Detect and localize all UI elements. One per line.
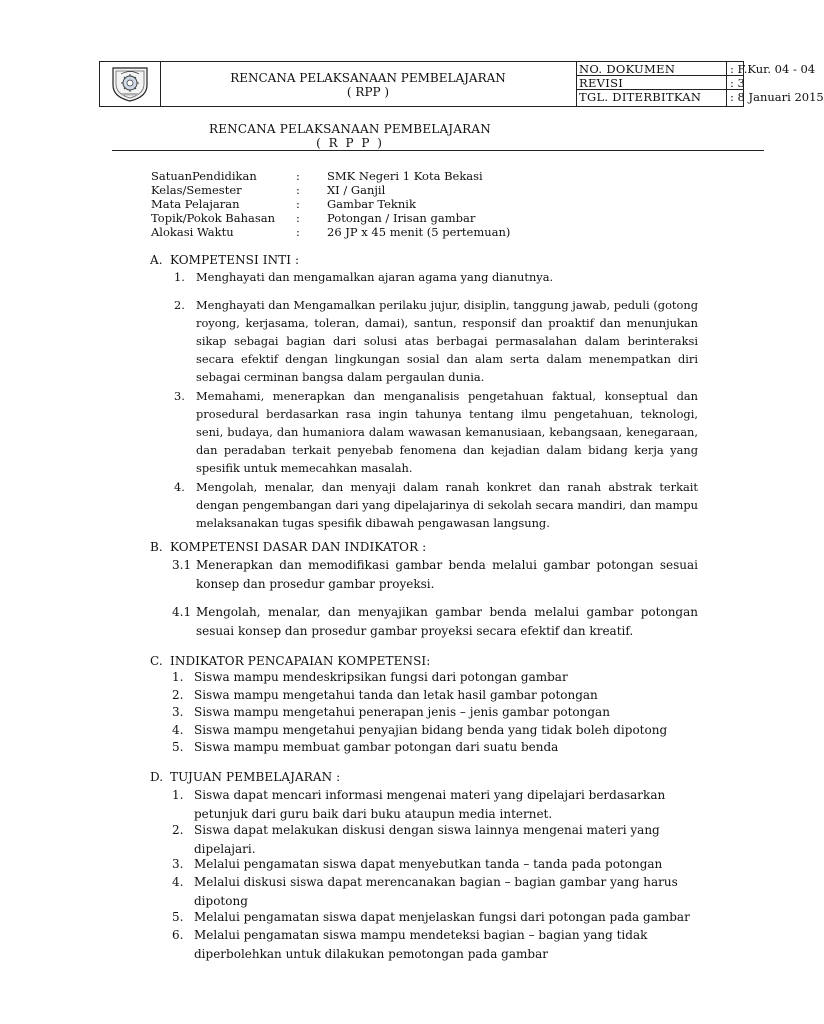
meta-value: : F.Kur. 04 - 04 xyxy=(730,62,816,76)
identity-value: Gambar Teknik xyxy=(327,197,416,211)
list-text: Melalui diskusi siswa dapat merencanakan bagian – bagian gambar yang harus dipotong xyxy=(194,875,678,908)
list-number: 2. xyxy=(172,823,184,837)
meta-value: : 8 Januari 2015 xyxy=(730,90,824,104)
list-text: Siswa mampu mendeskripsikan fungsi dari potongan gambar xyxy=(194,670,568,684)
document-subtitle: ( R P P ) xyxy=(316,136,384,150)
section-letter: A. xyxy=(150,253,163,267)
identity-colon: : xyxy=(296,197,300,211)
section-c-heading xyxy=(150,654,430,668)
list-text: Melalui pengamatan siswa dapat menyebutkan tanda – tanda pada potongan xyxy=(194,857,663,871)
list-text: Siswa dapat mencari informasi mengenai materi yang dipelajari berdasarkan petunjuk dari guru baik dari buku ataupun media internet. xyxy=(194,788,666,821)
list-item xyxy=(172,668,698,687)
header-title xyxy=(160,62,577,106)
meta-row-issue-date xyxy=(576,90,824,104)
meta-value: : 3 xyxy=(730,76,745,90)
list-item xyxy=(174,268,698,286)
list-item xyxy=(172,926,698,964)
title-divider xyxy=(112,150,764,151)
section-title: INDIKATOR PENCAPAIAN KOMPETENSI: xyxy=(170,654,431,668)
identity-colon: : xyxy=(296,211,300,225)
identity-key: Mata Pelajaran xyxy=(151,197,240,211)
section-letter: B. xyxy=(150,540,163,554)
document-header xyxy=(99,61,824,107)
list-text: Siswa dapat melakukan diskusi dengan siswa lainnya mengenai materi yang dipelajari. xyxy=(194,823,660,856)
list-number: 4. xyxy=(172,723,184,737)
list-number: 3. xyxy=(174,389,185,403)
list-item xyxy=(172,556,698,594)
section-letter: D. xyxy=(150,770,164,784)
list-text: Memahami, menerapkan dan menganalisis pengetahuan faktual, konseptual dan prosedural berdasarkan rasa ingin tahunya tentang ilmu pengetahuan, teknologi, seni, budaya, dan humaniora dalam wawasan kemanusiaan, kebangsaan, kenegaraan, dan peradaban terkait penyebab fenomena dan kejadian dalam bidang kerja yang spesifik untuk memecahkan masalah. xyxy=(196,389,698,475)
list-text: Siswa mampu membuat gambar potongan dari suatu benda xyxy=(194,740,559,754)
list-text: Melalui pengamatan siswa mampu mendeteksi bagian – bagian yang tidak diperbolehkan untuk dilakukan pemotongan pada gambar xyxy=(194,928,648,961)
list-item xyxy=(174,296,698,386)
list-item xyxy=(172,703,698,722)
list-item xyxy=(172,821,698,859)
list-text: Melalui pengamatan siswa dapat menjelaskan fungsi dari potongan pada gambar xyxy=(194,910,690,924)
list-text: Menghayati dan Mengamalkan perilaku jujur, disiplin, tanggung jawab, peduli (gotong royong, kerjasama, toleran, damai), santun, responsif dan proaktif dan menunjukan sikap sebagai bagian dari solusi atas berbagai permasalahan dalam berinteraksi secara efektif dengan lingkungan sosial dan alam serta dalam menempatkan diri sebagai cerminan bangsa dalam pergaulan dunia. xyxy=(196,298,698,384)
identity-colon: : xyxy=(296,225,300,239)
list-number: 2. xyxy=(174,298,185,312)
identity-value: SMK Negeri 1 Kota Bekasi xyxy=(327,169,483,183)
section-title: KOMPETENSI DASAR DAN INDIKATOR : xyxy=(170,540,427,554)
list-number: 4.1 xyxy=(172,605,192,619)
meta-row-revision xyxy=(576,76,743,90)
list-item xyxy=(174,387,698,477)
list-text: Siswa mampu mengetahui penerapan jenis – jenis gambar potongan xyxy=(194,705,610,719)
list-item xyxy=(172,908,698,927)
meta-key: REVISI xyxy=(579,76,624,90)
meta-key: NO. DOKUMEN xyxy=(579,62,676,76)
identity-colon: : xyxy=(296,183,300,197)
list-number: 5. xyxy=(172,910,184,924)
meta-key: TGL. DITERBITKAN xyxy=(579,90,702,104)
school-logo-icon xyxy=(109,65,151,103)
section-title: KOMPETENSI INTI : xyxy=(170,253,300,267)
identity-value: XI / Ganjil xyxy=(327,183,386,197)
document-title: RENCANA PELAKSANAAN PEMBELAJARAN xyxy=(208,122,491,136)
list-item xyxy=(172,855,698,874)
list-number: 1. xyxy=(172,788,184,802)
section-a-heading xyxy=(150,253,299,267)
identity-value: 26 JP x 45 menit (5 pertemuan) xyxy=(327,225,511,239)
list-number: 1. xyxy=(172,670,184,684)
list-number: 4. xyxy=(174,480,185,494)
identity-key: Kelas/Semester xyxy=(151,183,242,197)
list-item xyxy=(172,873,698,911)
document-meta-table xyxy=(576,62,824,106)
section-b-heading xyxy=(150,540,426,554)
list-number: 6. xyxy=(172,928,184,942)
list-text: Siswa mampu mengetahui penyajian bidang benda yang tidak boleh dipotong xyxy=(194,723,668,737)
list-text: Menerapkan dan memodifikasi gambar benda melalui gambar potongan sesuai konsep dan prosedur gambar proyeksi. xyxy=(196,558,698,591)
list-number: 5. xyxy=(172,740,184,754)
identity-key: Alokasi Waktu xyxy=(151,225,234,239)
list-number: 4. xyxy=(172,875,184,889)
list-number: 3. xyxy=(172,857,184,871)
header-title-line1: RENCANA PELAKSANAAN PEMBELAJARAN xyxy=(230,71,506,85)
section-d-heading xyxy=(150,770,340,784)
list-number: 1. xyxy=(174,270,185,284)
list-item xyxy=(174,478,698,532)
list-text: Mengolah, menalar, dan menyaji dalam ranah konkret dan ranah abstrak terkait dengan pengembangan dari yang dipelajarinya di sekolah secara mandiri, dan mampu melaksanakan tugas spesifik dibawah pengawasan langsung. xyxy=(196,480,698,530)
header-title-line2: ( RPP ) xyxy=(346,85,390,99)
school-logo-cell xyxy=(100,62,161,106)
list-text: Siswa mampu mengetahui tanda dan letak hasil gambar potongan xyxy=(194,688,598,702)
identity-key: SatuanPendidikan xyxy=(151,169,257,183)
list-number: 2. xyxy=(172,688,184,702)
section-letter: C. xyxy=(150,654,163,668)
section-title: TUJUAN PEMBELAJARAN : xyxy=(170,770,341,784)
identity-value: Potongan / Irisan gambar xyxy=(327,211,476,225)
meta-row-document-number xyxy=(576,62,816,76)
list-text: Menghayati dan mengamalkan ajaran agama yang dianutnya. xyxy=(196,270,554,284)
list-item xyxy=(172,738,698,757)
list-item xyxy=(172,786,698,824)
list-number: 3. xyxy=(172,705,184,719)
list-text: Mengolah, menalar, dan menyajikan gambar benda melalui gambar potongan sesuai konsep dan prosedur gambar proyeksi secara efektif dan kreatif. xyxy=(196,605,698,638)
list-item xyxy=(172,603,698,641)
list-number: 3.1 xyxy=(172,558,192,572)
identity-colon: : xyxy=(296,169,300,183)
identity-key: Topik/Pokok Bahasan xyxy=(151,211,276,225)
